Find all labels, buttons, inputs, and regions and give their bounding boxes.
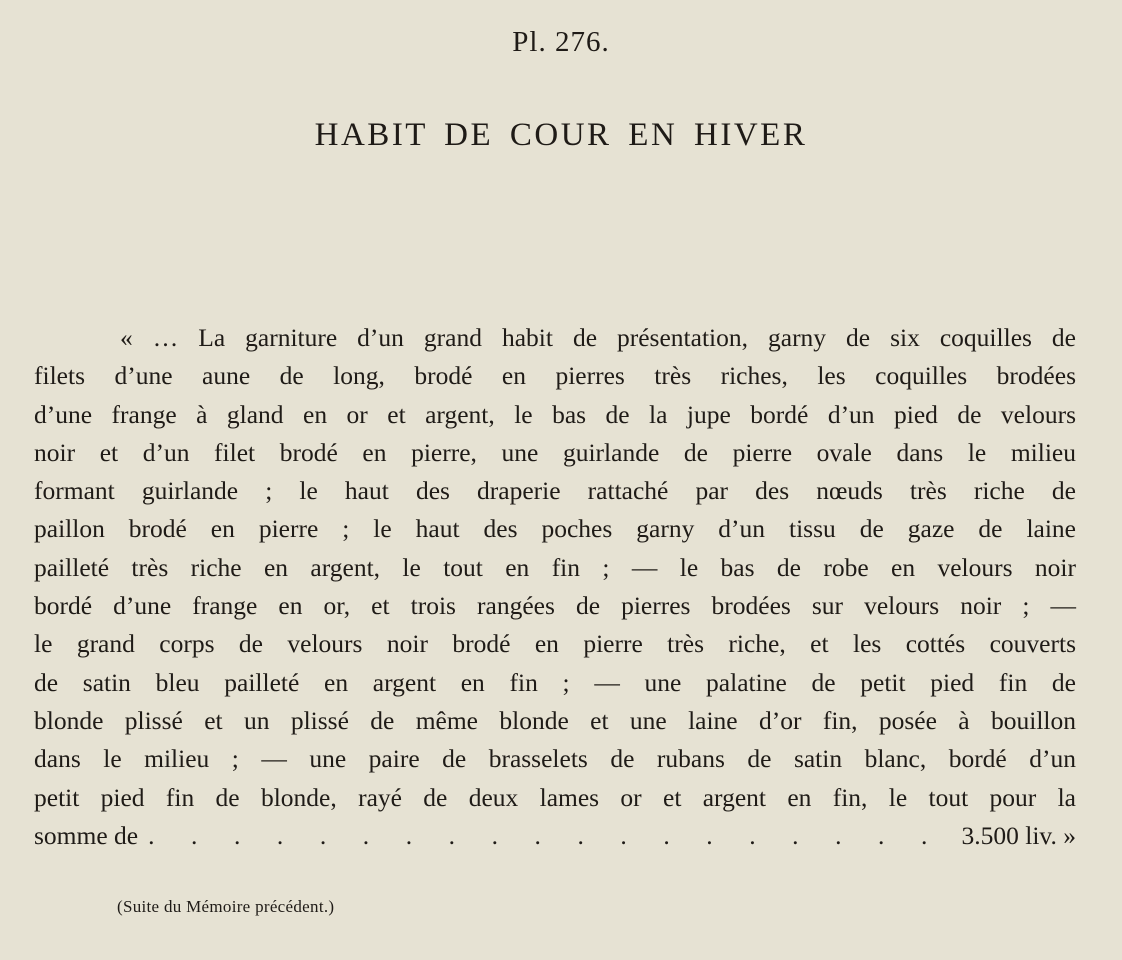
leader-dot: .: [878, 820, 885, 850]
leader-dot: .: [749, 820, 756, 850]
body-line: d’une frange à gland en or et argent, le bas de la jupe bordé d’un pied de velours: [34, 399, 1076, 429]
leader-dot: .: [620, 820, 627, 850]
leader-dot: .: [706, 820, 713, 850]
leader-dot: .: [191, 820, 198, 850]
page-title: HABIT DE COUR EN HIVER: [314, 117, 808, 153]
leader-dot: .: [233, 820, 241, 850]
body-line: paillon brodé en pierre ; le haut des poches garny d’un tissu de gaze de laine: [34, 514, 1076, 544]
leader-dot: .: [448, 820, 456, 850]
body-line: le grand corps de velours noir brodé en pierre très riche, et les cottés couverts: [34, 629, 1076, 659]
leader-dot: .: [148, 820, 155, 850]
body-line: filets d’une aune de long, brodé en pierres très riches, les coquilles brodées: [34, 361, 1076, 391]
body-line: blonde plissé et un plissé de même blonde et une laine d’or fin, posée à bouillon: [34, 705, 1076, 735]
total-line: [34, 817, 1076, 855]
leader-dot: .: [835, 820, 842, 850]
body-line: pailleté très riche en argent, le tout en fin ; — le bas de robe en velours noir: [34, 552, 1076, 582]
body-line: bordé d’une frange en or, et trois rangées de pierres brodées sur velours noir ; —: [34, 591, 1076, 621]
leader-dot: .: [276, 820, 284, 850]
leader-dot: .: [920, 820, 928, 850]
body-line: « … La garniture d’un grand habit de présentation, garny de six coquilles de: [120, 323, 1076, 352]
leader-dot: .: [792, 820, 799, 850]
leader-dot: .: [405, 820, 413, 850]
leader-dot: .: [491, 820, 498, 850]
leader-dot: .: [663, 820, 670, 850]
body-line: dans le milieu ; — une paire de brasselets de rubans de satin blanc, bordé d’un: [34, 744, 1076, 774]
leader-dot: .: [577, 820, 584, 850]
total-amount: 3.500 liv. »: [961, 820, 1076, 850]
body-line: noir et d’un filet brodé en pierre, une guirlande de pierre ovale dans le milieu: [34, 437, 1076, 467]
leader-dot: .: [319, 820, 327, 850]
body-paragraph: [34, 319, 1076, 855]
body-line: de satin bleu pailleté en argent en fin ; — une palatine de petit pied fin de: [34, 667, 1076, 697]
leader-dot: .: [362, 820, 370, 850]
body-line: petit pied fin de blonde, rayé de deux lames or et argent en fin, le tout pour la: [34, 782, 1076, 812]
leader-dot: .: [534, 820, 541, 850]
total-lead-text: somme de: [34, 820, 139, 850]
source-note: (Suite du Mémoire précédent.): [117, 897, 335, 916]
body-line: formant guirlande ; le haut des draperie rattaché par des nœuds très riche de: [34, 476, 1076, 506]
dot-leader: [138, 817, 961, 855]
plate-number: Pl. 276.: [512, 26, 610, 58]
